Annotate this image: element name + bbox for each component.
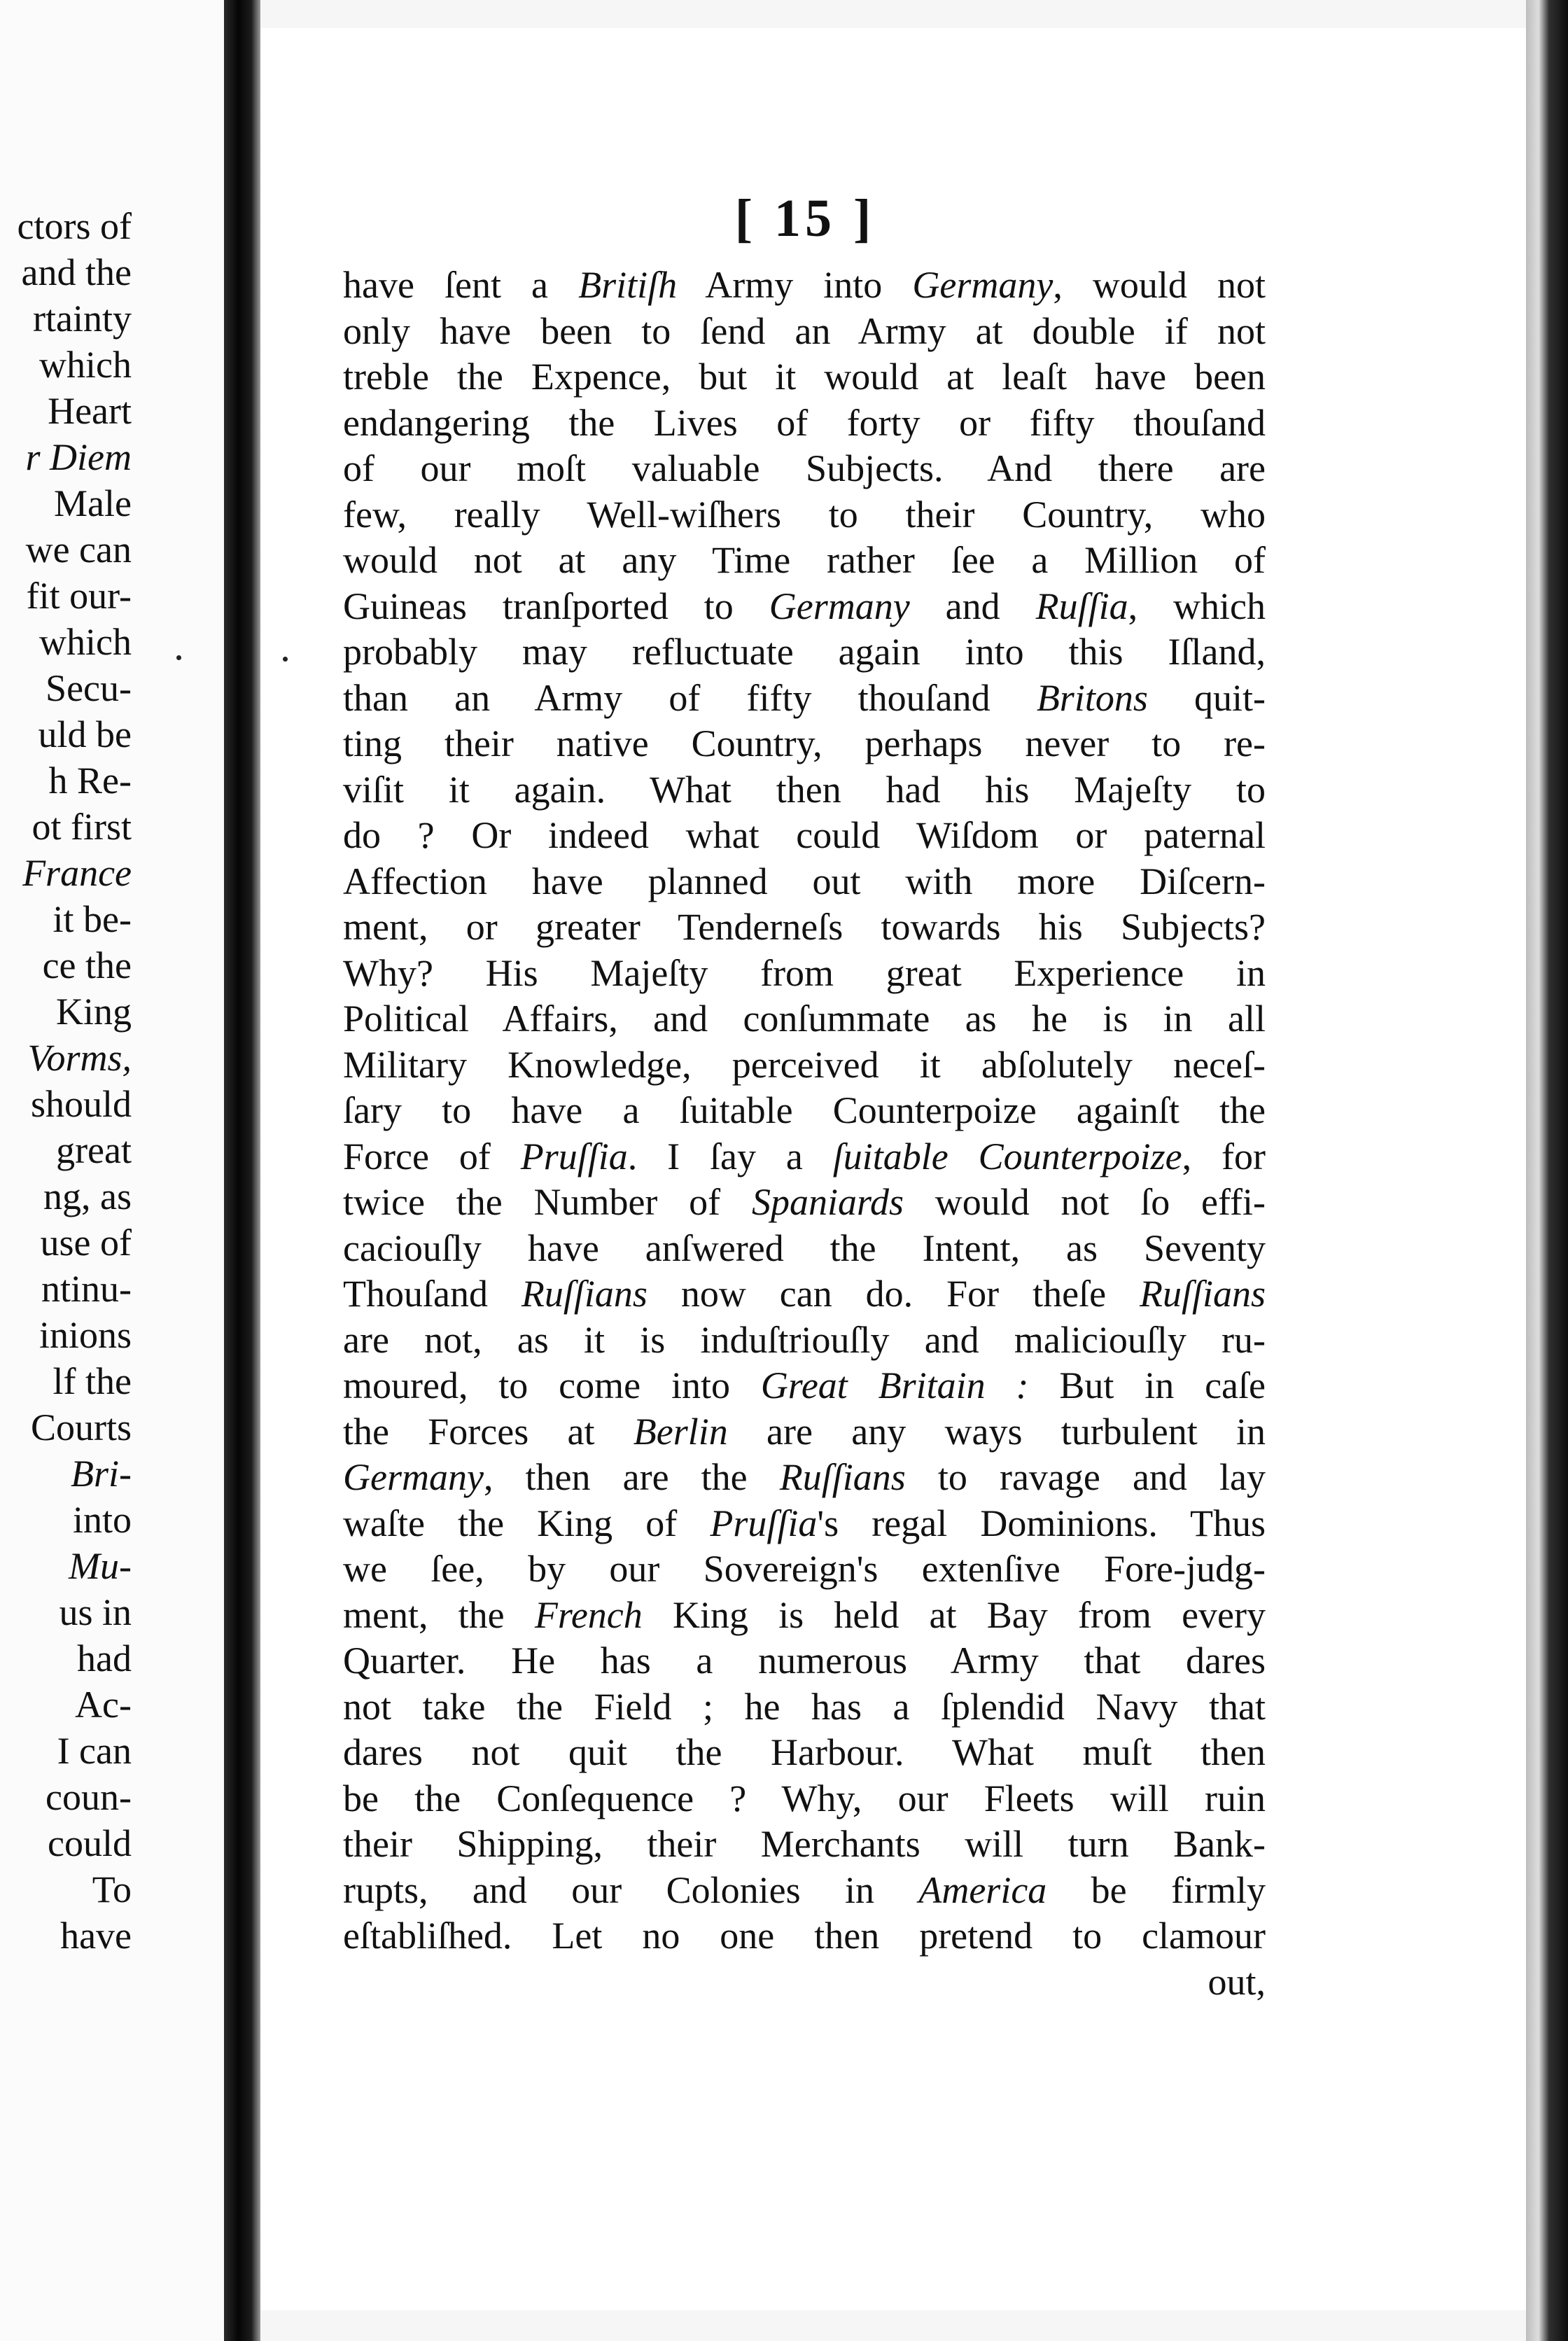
text-line bbox=[343, 1822, 1266, 1868]
left-page-line: inions bbox=[38, 1314, 132, 1356]
left-page-line: Secu- bbox=[46, 667, 132, 709]
text-line bbox=[343, 1593, 1266, 1639]
left-page-line: lf the bbox=[52, 1360, 132, 1402]
text-run: few, really Well-wiſhers to their Country, who bbox=[343, 493, 1266, 536]
left-page-line: ng, as bbox=[43, 1175, 132, 1217]
left-page-line: have bbox=[60, 1915, 132, 1957]
text-run: rupts, and our Colonies in bbox=[343, 1868, 919, 1911]
text-line bbox=[343, 354, 1266, 400]
left-page-line: King bbox=[56, 991, 132, 1033]
left-page-line: we can bbox=[25, 529, 132, 571]
italic-run: Britiſh bbox=[578, 264, 678, 306]
italic-run: Germany bbox=[912, 264, 1054, 306]
italic-run: America bbox=[918, 1868, 1047, 1911]
text-line bbox=[343, 263, 1266, 309]
left-page-line: had bbox=[77, 1637, 132, 1679]
ink-speck bbox=[176, 655, 181, 660]
body-text bbox=[343, 263, 1266, 2005]
text-run: than an Army of fifty thouſand bbox=[343, 676, 1037, 719]
text-run: now can do. For theſe bbox=[647, 1273, 1140, 1315]
italic-run: French bbox=[534, 1593, 643, 1636]
left-page-line: great bbox=[56, 1129, 132, 1171]
text-run: Thouſand bbox=[343, 1273, 522, 1315]
text-run: would not at any Time rather ſee a Million of bbox=[343, 539, 1266, 581]
text-line bbox=[343, 1042, 1266, 1089]
text-line bbox=[343, 1134, 1266, 1180]
text-run: the Forces at bbox=[343, 1410, 634, 1453]
italic-run: Ruſſia bbox=[1035, 585, 1128, 627]
page-edge-shadow bbox=[1526, 0, 1568, 2341]
left-page-line: use of bbox=[40, 1222, 132, 1264]
left-page-line: Courts bbox=[30, 1406, 132, 1448]
text-run: do ? Or indeed what could Wiſdom or paternal bbox=[343, 814, 1266, 856]
text-line bbox=[343, 629, 1266, 676]
text-line bbox=[343, 1638, 1266, 1684]
left-page-line: coun- bbox=[46, 1776, 132, 1818]
text-run: , for bbox=[1182, 1135, 1266, 1178]
left-page-line: fit our- bbox=[26, 575, 132, 617]
text-run: ting their native Country, perhaps never to re- bbox=[343, 722, 1266, 764]
text-line bbox=[343, 1455, 1266, 1501]
text-run: treble the Expence, but it would at leaſt have been bbox=[343, 356, 1266, 398]
text-line bbox=[343, 1546, 1266, 1593]
text-run: viſit it again. What then had his Majeſty to bbox=[343, 768, 1266, 811]
italic-run: Spaniards bbox=[751, 1181, 904, 1223]
text-run: probably may refluctuate again into this Iſland, bbox=[343, 631, 1266, 673]
left-page-line: us in bbox=[59, 1591, 132, 1633]
text-line bbox=[343, 1684, 1266, 1731]
text-line bbox=[343, 1913, 1266, 1959]
text-line bbox=[343, 492, 1266, 538]
italic-run: ſuitable Counterpoize bbox=[832, 1135, 1182, 1178]
italic-run: Ruſſians bbox=[521, 1273, 648, 1315]
text-line bbox=[343, 1409, 1266, 1455]
left-page-line: rtainty bbox=[33, 298, 132, 340]
left-page-line: r Diem bbox=[25, 436, 132, 478]
text-run: caciouſly have anſwered the Intent, as Seventy bbox=[343, 1227, 1266, 1269]
left-page-line: Heart bbox=[48, 390, 132, 432]
text-run: not take the Field ; he has a ſplendid Navy that bbox=[343, 1685, 1266, 1728]
text-line bbox=[343, 1501, 1266, 1547]
text-run: endangering the Lives of forty or fifty thouſand bbox=[343, 401, 1266, 444]
text-line bbox=[343, 996, 1266, 1042]
left-page-line: Bri- bbox=[71, 1453, 132, 1495]
text-run: 's regal Dominions. Thus bbox=[817, 1502, 1266, 1544]
left-page-text-column bbox=[18, 203, 132, 1959]
text-run: waſte the King of bbox=[343, 1502, 710, 1544]
text-run: Military Knowledge, perceived it abſolutely neceſ- bbox=[343, 1043, 1266, 1086]
left-page-line: I can bbox=[57, 1730, 132, 1772]
text-run: ment, the bbox=[343, 1593, 535, 1636]
text-line bbox=[343, 1318, 1266, 1364]
text-run: we ſee, by our Sovereign's extenſive Fore-judg- bbox=[343, 1548, 1266, 1590]
text-run: are not, as it is induſtriouſly and maliciouſly ru- bbox=[343, 1318, 1266, 1361]
page-number: [ 15 ] bbox=[734, 189, 876, 248]
text-run: , would not bbox=[1053, 264, 1266, 306]
left-page-line: Male bbox=[54, 482, 132, 524]
text-line bbox=[343, 951, 1266, 997]
italic-run: Ruſſians bbox=[779, 1456, 906, 1498]
text-run: to ravage and lay bbox=[905, 1456, 1266, 1498]
left-page-line: should bbox=[30, 1083, 132, 1125]
left-page-line: France bbox=[22, 852, 132, 894]
text-run: are any ways turbulent in bbox=[727, 1410, 1266, 1453]
text-line bbox=[343, 721, 1266, 767]
text-run: Army into bbox=[677, 264, 913, 306]
italic-run: Britons bbox=[1036, 676, 1148, 719]
text-run: twice the Number of bbox=[343, 1181, 752, 1223]
text-run: dares not quit the Harbour. What muſt then bbox=[343, 1731, 1266, 1773]
left-page-line: and the bbox=[21, 251, 132, 293]
text-line bbox=[343, 1730, 1266, 1776]
text-run: Quarter. He has a numerous Army that dares bbox=[343, 1640, 1266, 1682]
text-run: . I ſay a bbox=[627, 1135, 833, 1178]
text-line bbox=[343, 1180, 1266, 1226]
left-page-line: which bbox=[39, 621, 132, 663]
text-run: Force of bbox=[343, 1135, 521, 1178]
italic-run: Berlin bbox=[633, 1410, 728, 1453]
text-line bbox=[343, 446, 1266, 492]
left-page-line: uld be bbox=[38, 713, 132, 755]
text-line bbox=[343, 400, 1266, 447]
text-run: and bbox=[909, 585, 1036, 627]
text-line bbox=[343, 767, 1266, 813]
catchword: out, bbox=[1208, 1960, 1266, 2003]
text-line bbox=[343, 904, 1266, 951]
text-line bbox=[343, 813, 1266, 859]
left-facing-page bbox=[0, 0, 224, 2341]
text-run: eſtabliſhed. Let no one then pretend to clamour bbox=[343, 1915, 1266, 1957]
text-line bbox=[343, 1271, 1266, 1318]
left-page-line: Ac- bbox=[75, 1684, 132, 1726]
text-run: Guineas tranſported to bbox=[343, 585, 769, 627]
text-line bbox=[343, 676, 1266, 722]
text-line bbox=[343, 1088, 1266, 1134]
left-page-line: h Re- bbox=[48, 760, 132, 802]
italic-run: Germany bbox=[769, 585, 910, 627]
text-run: would not ſo effi- bbox=[903, 1181, 1266, 1223]
text-line bbox=[343, 1226, 1266, 1272]
left-page-line: ctors of bbox=[17, 205, 132, 247]
italic-run: Great Britain : bbox=[760, 1364, 1029, 1406]
text-run: Political Affairs, and conſummate as he is in all bbox=[343, 998, 1266, 1040]
text-run: ment, or greater Tenderneſs towards his Subjects? bbox=[343, 906, 1266, 948]
left-page-line: Mu- bbox=[69, 1545, 132, 1587]
text-run: be firmly bbox=[1046, 1868, 1266, 1911]
text-run: Affection have planned out with more Diſcern- bbox=[343, 860, 1266, 902]
text-run: their Shipping, their Merchants will turn Bank- bbox=[343, 1823, 1266, 1865]
text-run: be the Conſequence ? Why, our Fleets will ruin bbox=[343, 1777, 1266, 1819]
text-run: quit- bbox=[1147, 676, 1266, 719]
left-page-line: ntinu- bbox=[41, 1268, 132, 1310]
text-line bbox=[343, 584, 1266, 630]
left-page-line: Vorms, bbox=[27, 1037, 132, 1079]
text-run: , which bbox=[1128, 585, 1266, 627]
left-page-line: into bbox=[72, 1499, 132, 1541]
text-line bbox=[343, 1776, 1266, 1822]
left-page-line: ot first bbox=[31, 806, 132, 848]
text-line bbox=[343, 859, 1266, 905]
text-run: have ſent a bbox=[343, 264, 579, 306]
text-line bbox=[343, 1868, 1266, 1914]
text-run: ſary to have a ſuitable Counterpoize againſt the bbox=[343, 1089, 1266, 1131]
italic-run: Ruſſians bbox=[1139, 1273, 1266, 1315]
text-run: Why? His Majeſty from great Experience in bbox=[343, 951, 1266, 994]
italic-run: Germany bbox=[343, 1456, 484, 1498]
text-run: only have been to ſend an Army at double if not bbox=[343, 309, 1266, 352]
book-gutter bbox=[224, 0, 260, 2341]
text-run: King is held at Bay from every bbox=[642, 1593, 1266, 1636]
left-page-line: it be- bbox=[52, 898, 132, 940]
left-page-line: could bbox=[48, 1822, 132, 1864]
italic-run: Pruſſia bbox=[520, 1135, 628, 1178]
text-line bbox=[343, 1363, 1266, 1409]
text-run: But in caſe bbox=[1028, 1364, 1266, 1406]
italic-run: Pruſſia bbox=[710, 1502, 818, 1544]
ink-speck bbox=[283, 657, 288, 662]
text-line bbox=[343, 309, 1266, 355]
text-run: , then are the bbox=[483, 1456, 780, 1498]
left-page-line: ce the bbox=[42, 944, 132, 986]
text-run: moured, to come into bbox=[343, 1364, 761, 1406]
text-line bbox=[343, 538, 1266, 584]
left-page-line: To bbox=[92, 1868, 132, 1910]
left-page-line: which bbox=[39, 344, 132, 386]
text-run: of our moſt valuable Subjects. And there are bbox=[343, 447, 1266, 489]
